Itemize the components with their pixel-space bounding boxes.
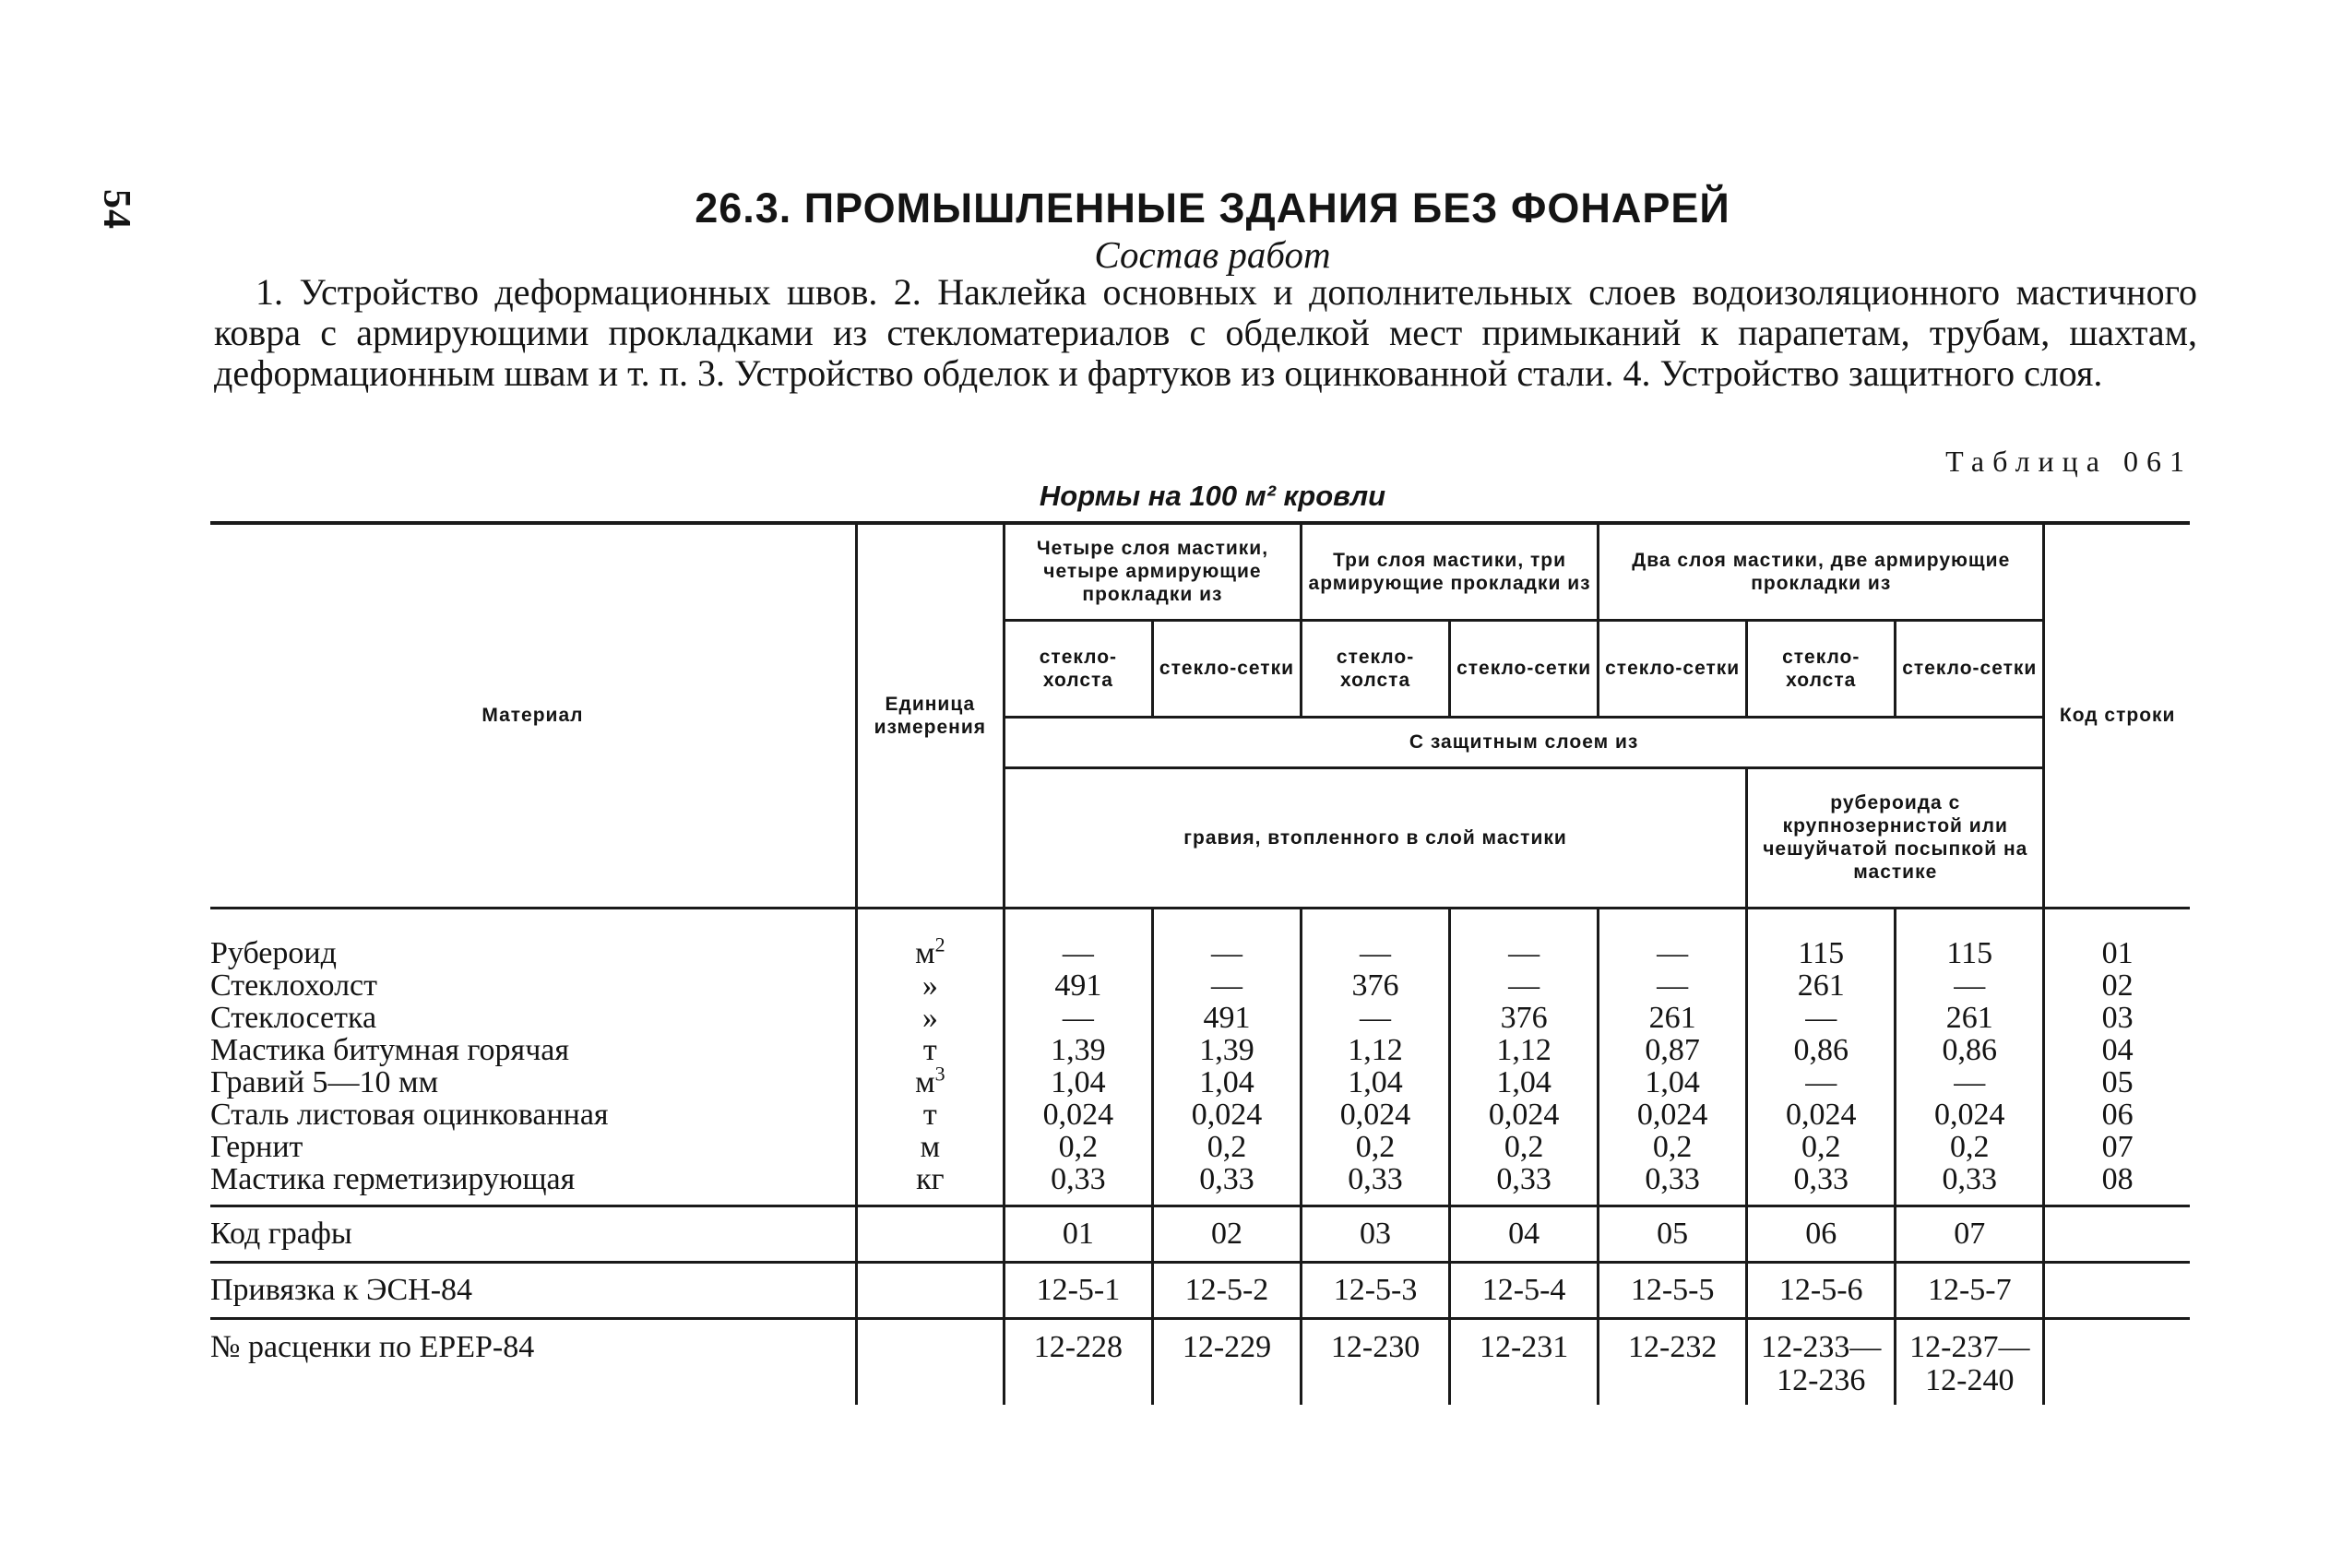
unit-text: м [915, 1064, 935, 1099]
value-cell: 261 [1896, 1002, 2044, 1034]
material-name: Сталь листовая оцинкованная [210, 1099, 856, 1131]
table-row [210, 1131, 2190, 1163]
row-code: 08 [2044, 1163, 2190, 1206]
header-sub-col-2: стекло-сетки [1152, 620, 1301, 717]
erer-price-value: 12-231 [1450, 1318, 1599, 1405]
unit-cell [856, 1163, 1004, 1206]
value-cell: — [1152, 908, 1301, 969]
row-code: 05 [2044, 1066, 2190, 1099]
value-cell: 0,2 [1152, 1131, 1301, 1163]
value-cell: — [1450, 908, 1599, 969]
value-cell: 1,04 [1302, 1066, 1450, 1099]
material-name: Рубероид [210, 908, 856, 969]
column-code-value: 02 [1152, 1206, 1301, 1262]
value-cell: — [1896, 1066, 2044, 1099]
value-cell: 0,33 [1004, 1163, 1152, 1206]
unit-text: » [921, 1000, 938, 1035]
value-cell: 491 [1004, 969, 1152, 1002]
value-cell: 0,33 [1450, 1163, 1599, 1206]
column-code-value: 05 [1599, 1206, 1747, 1262]
column-code-label: Код графы [210, 1206, 856, 1262]
material-name: Стеклохолст [210, 969, 856, 1002]
empty-cell [2044, 1262, 2190, 1318]
row-code: 06 [2044, 1099, 2190, 1131]
value-cell: 1,04 [1004, 1066, 1152, 1099]
value-cell: 0,2 [1747, 1131, 1896, 1163]
value-cell: 376 [1450, 1002, 1599, 1034]
value-cell: — [1747, 1002, 1896, 1034]
value-cell: — [1450, 969, 1599, 1002]
row-code: 03 [2044, 1002, 2190, 1034]
value-cell: 0,87 [1599, 1034, 1747, 1066]
header-group-three-layers: Три слоя мастики, три армирующие прокладки из [1302, 523, 1599, 620]
work-description: 1. Устройство деформационных швов. 2. Наклейка основных и дополнительных слоев водоизоляционного мастичного ковра с армирующими прокладками из стекломатериалов с обделкой мест примыканий к парапетам, трубам, шахтам, деформационным швам и т. п. 3. Устройство обделок и фартуков из оцинкованной стали. 4. Устройство защитного слоя. [214, 271, 2197, 394]
material-name: Гернит [210, 1131, 856, 1163]
empty-cell [856, 1262, 1004, 1318]
table-caption: Нормы на 100 м² кровли [1039, 480, 1386, 512]
table-row [210, 1002, 2190, 1034]
esn-reference-label: Привязка к ЭСН-84 [210, 1262, 856, 1318]
unit-cell [856, 969, 1004, 1002]
unit-text: кг [916, 1161, 945, 1196]
value-cell: 0,86 [1747, 1034, 1896, 1066]
unit-text: т [922, 1097, 937, 1132]
value-cell: 261 [1599, 1002, 1747, 1034]
value-cell: 1,04 [1152, 1066, 1301, 1099]
erer-price-value: 12-237— 12-240 [1896, 1318, 2044, 1405]
header-sub-col-7: стекло-сетки [1896, 620, 2044, 717]
value-cell: 0,33 [1152, 1163, 1301, 1206]
column-code-value: 01 [1004, 1206, 1152, 1262]
header-sub-col-1: стекло-холста [1004, 620, 1152, 717]
header-sub-col-6: стекло-холста [1747, 620, 1896, 717]
value-cell: 0,024 [1747, 1099, 1896, 1131]
material-name: Мастика герметизирующая [210, 1163, 856, 1206]
esn-reference-value: 12-5-4 [1450, 1262, 1599, 1318]
unit-text: » [921, 968, 938, 1003]
column-code-value: 07 [1896, 1206, 2044, 1262]
value-cell: 0,024 [1302, 1099, 1450, 1131]
value-cell: 1,04 [1599, 1066, 1747, 1099]
unit-text: м [915, 935, 935, 970]
page-number: 54 [95, 189, 137, 230]
header-sub-col-5: стекло-сетки [1599, 620, 1747, 717]
value-cell: 0,024 [1599, 1099, 1747, 1131]
unit-cell [856, 1062, 1004, 1099]
table-row [210, 908, 2190, 969]
unit-cell [856, 1099, 1004, 1131]
erer-price-value: 12-228 [1004, 1318, 1152, 1405]
empty-cell [2044, 1206, 2190, 1262]
row-code: 04 [2044, 1034, 2190, 1066]
value-cell: 0,86 [1896, 1034, 2044, 1066]
table-row [210, 969, 2190, 1002]
value-cell: 0,33 [1599, 1163, 1747, 1206]
header-sub-col-4: стекло-сетки [1450, 620, 1599, 717]
value-cell: 0,2 [1896, 1131, 2044, 1163]
row-code: 07 [2044, 1131, 2190, 1163]
unit-cell [856, 1002, 1004, 1034]
value-cell: 0,33 [1896, 1163, 2044, 1206]
table-row [210, 1163, 2190, 1206]
erer-price-label: № расценки по ЕРЕР-84 [210, 1318, 856, 1405]
esn-reference-row [210, 1262, 2190, 1318]
erer-price-value: 12-233— 12-236 [1747, 1318, 1896, 1405]
unit-cell [856, 908, 1004, 969]
unit-text: т [922, 1032, 937, 1067]
material-name: Стеклосетка [210, 1002, 856, 1034]
header-group-four-layers: Четыре слоя мастики, четыре армирующие прокладки из [1004, 523, 1301, 620]
value-cell: — [1599, 908, 1747, 969]
esn-reference-value: 12-5-7 [1896, 1262, 2044, 1318]
value-cell: 0,2 [1302, 1131, 1450, 1163]
column-code-row [210, 1206, 2190, 1262]
header-group-two-layers: Два слоя мастики, две армирующие прокладки из [1599, 523, 2044, 620]
unit-superscript: 3 [934, 1062, 945, 1086]
value-cell: — [1302, 908, 1450, 969]
value-cell: 0,2 [1004, 1131, 1152, 1163]
unit-cell [856, 1034, 1004, 1066]
esn-reference-value: 12-5-2 [1152, 1262, 1301, 1318]
value-cell: 1,12 [1450, 1034, 1599, 1066]
value-cell: 1,12 [1302, 1034, 1450, 1066]
norms-table [210, 521, 2190, 1405]
value-cell: 115 [1747, 908, 1896, 969]
header-row-code: Код строки [2044, 523, 2190, 908]
section-heading: 26.3. ПРОМЫШЛЕННЫЕ ЗДАНИЯ БЕЗ ФОНАРЕЙ [695, 184, 1730, 232]
empty-cell [856, 1206, 1004, 1262]
material-name: Мастика битумная горячая [210, 1034, 856, 1066]
header-sub-col-3: стекло-холста [1302, 620, 1450, 717]
value-cell: 1,39 [1152, 1034, 1301, 1066]
esn-reference-value: 12-5-1 [1004, 1262, 1152, 1318]
table-row [210, 1034, 2190, 1066]
unit-text: м [920, 1129, 941, 1164]
value-cell: 115 [1896, 908, 2044, 969]
value-cell: 0,024 [1450, 1099, 1599, 1131]
unit-superscript: 2 [934, 932, 945, 956]
header-gravel: гравия, втопленного в слой мастики [1004, 767, 1746, 908]
esn-reference-value: 12-5-5 [1599, 1262, 1747, 1318]
column-code-value: 06 [1747, 1206, 1896, 1262]
value-cell: — [1747, 1066, 1896, 1099]
header-protective-layer: С защитным слоем из [1004, 717, 2043, 767]
erer-price-value: 12-230 [1302, 1318, 1450, 1405]
erer-price-value: 12-229 [1152, 1318, 1301, 1405]
table-label: Таблица 061 [1945, 445, 2193, 478]
value-cell: 1,04 [1450, 1066, 1599, 1099]
value-cell: 0,024 [1004, 1099, 1152, 1131]
column-code-value: 03 [1302, 1206, 1450, 1262]
value-cell: — [1302, 1002, 1450, 1034]
value-cell: — [1004, 1002, 1152, 1034]
row-code: 01 [2044, 908, 2190, 969]
value-cell: — [1599, 969, 1747, 1002]
section-subheading: Состав работ [1094, 233, 1331, 276]
value-cell: 0,33 [1747, 1163, 1896, 1206]
value-cell: — [1004, 908, 1152, 969]
value-cell: 0,33 [1302, 1163, 1450, 1206]
value-cell: 376 [1302, 969, 1450, 1002]
empty-cell [856, 1318, 1004, 1405]
value-cell: 261 [1747, 969, 1896, 1002]
value-cell: 0,2 [1450, 1131, 1599, 1163]
esn-reference-value: 12-5-6 [1747, 1262, 1896, 1318]
value-cell: — [1152, 969, 1301, 1002]
column-code-value: 04 [1450, 1206, 1599, 1262]
value-cell: 491 [1152, 1002, 1301, 1034]
header-ruberoid: рубероида с крупнозернистой или чешуйчатой посыпкой на мастике [1747, 767, 2044, 908]
table-row [210, 1099, 2190, 1131]
material-name: Гравий 5—10 мм [210, 1066, 856, 1099]
value-cell: 0,024 [1896, 1099, 2044, 1131]
row-code: 02 [2044, 969, 2190, 1002]
erer-price-row [210, 1318, 2190, 1405]
value-cell: 0,024 [1152, 1099, 1301, 1131]
header-unit: Единица измерения [856, 523, 1004, 908]
header-material: Материал [210, 523, 856, 908]
empty-cell [2044, 1318, 2190, 1405]
value-cell: — [1896, 969, 2044, 1002]
unit-cell [856, 1131, 1004, 1163]
value-cell: 1,39 [1004, 1034, 1152, 1066]
erer-price-value: 12-232 [1599, 1318, 1747, 1405]
table-row [210, 1066, 2190, 1099]
value-cell: 0,2 [1599, 1131, 1747, 1163]
esn-reference-value: 12-5-3 [1302, 1262, 1450, 1318]
